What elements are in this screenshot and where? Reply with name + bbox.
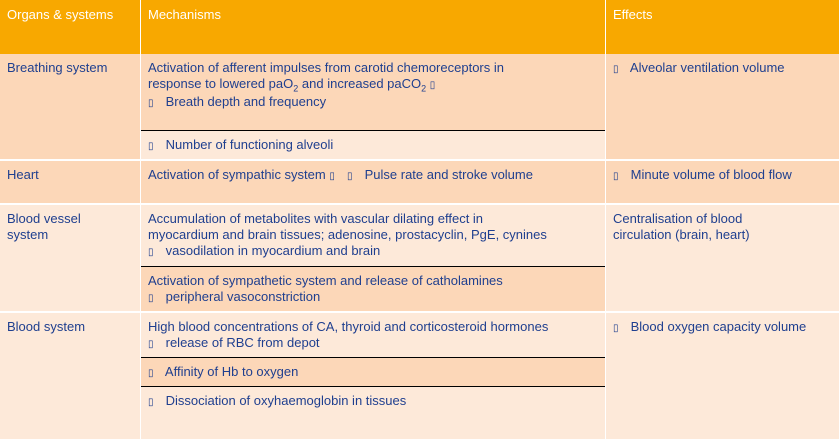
blood-organ: Blood system — [0, 312, 141, 439]
vessel-mechanism-2: Activation of sympathetic system and release of catholamines ▯ peripheral vasoconstriction — [141, 267, 606, 313]
breathing-effect: ▯ Alveolar ventilation volume — [606, 54, 839, 160]
breathing-mechanism-2: ▯ Number of functioning alveoli — [141, 131, 606, 161]
arrow-icon: ▯ — [148, 368, 154, 379]
arrow-icon: ▯ — [148, 293, 154, 304]
arrow-icon: ▯ — [346, 171, 353, 182]
blood-mechanism-3: ▯ Dissociation of oxyhaemoglobin in tissues — [141, 387, 606, 440]
blood-mechanism-1: High blood concentrations of CA, thyroid and corticosteroid hormones ▯ release of RBC from depot — [141, 312, 606, 358]
arrow-icon: ▯ — [148, 98, 154, 109]
breathing-row-1 — [0, 54, 839, 131]
breathing-mech1-line3: ▯ Breath depth and frequency — [148, 94, 598, 112]
heart-organ: Heart — [0, 160, 141, 204]
header-mechanisms: Mechanisms — [141, 0, 606, 54]
heart-mechanism: Activation of sympathic system ▯ ▯ Pulse rate and stroke volume — [141, 160, 606, 204]
vessel-mechanism-1: Accumulation of metabolites with vascular dilating effect in myocardium and brain tissues; adenosine, prostacyclin, PgE, cynines ▯ vasodilation in myocardium and brain — [141, 204, 606, 267]
arrow-icon: ▯ — [329, 171, 335, 182]
vessel-effect: Centralisation of blood circulation (brain, heart) — [606, 204, 839, 312]
heart-effect: ▯ Minute volume of blood flow — [606, 160, 839, 204]
blood-mechanism-2: ▯ Affinity of Hb to oxygen — [141, 358, 606, 387]
blood-effect: ▯ Blood oxygen capacity volume — [606, 312, 839, 439]
vessel-row-1 — [0, 204, 839, 267]
breathing-organ: Breathing system — [0, 54, 141, 160]
header-organs: Organs & systems — [0, 0, 141, 54]
breathing-mech1-line2: response to lowered paO$_2$ and increased paCO$_2$ ▯ — [148, 76, 598, 94]
arrow-icon: ▯ — [613, 323, 619, 334]
breathing-mech1-line1: Activation of afferent impulses from carotid chemoreceptors in — [148, 60, 504, 75]
arrow-icon: ▯ — [148, 247, 154, 258]
breathing-mechanism-1 — [141, 54, 606, 131]
heart-row — [0, 160, 839, 204]
arrow-icon: ▯ — [613, 171, 619, 182]
arrow-icon: ▯ — [429, 80, 436, 91]
arrow-icon: ▯ — [613, 64, 619, 75]
arrow-icon: ▯ — [148, 141, 154, 152]
vessel-organ: Blood vessel system — [0, 204, 141, 312]
blood-row-1 — [0, 312, 839, 358]
arrow-icon: ▯ — [148, 339, 154, 350]
header-effects: Effects — [606, 0, 839, 54]
arrow-icon: ▯ — [148, 397, 154, 408]
header-row — [0, 0, 839, 54]
